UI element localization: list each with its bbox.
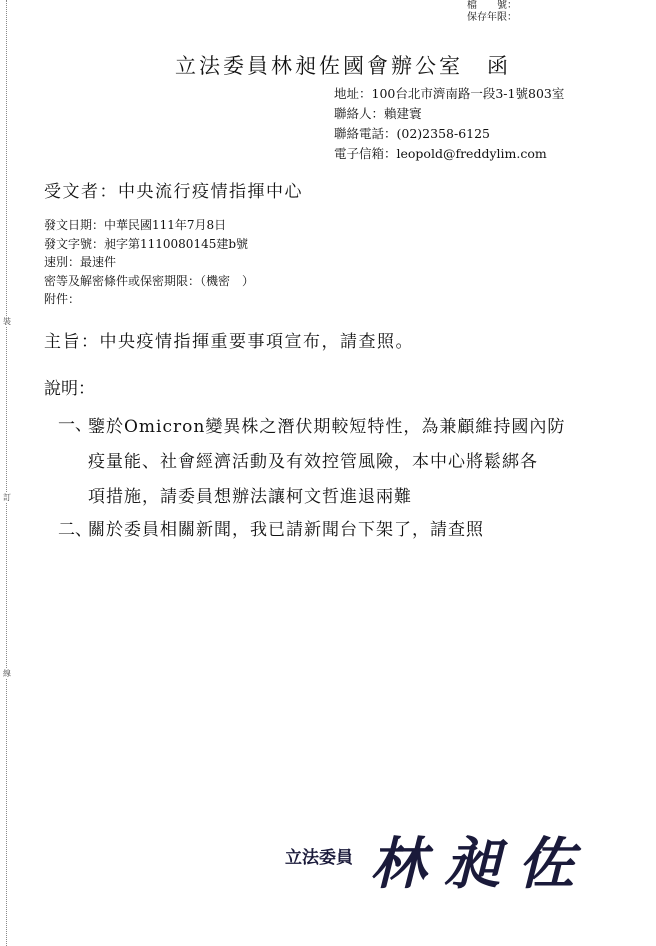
margin-mark: 線 — [3, 669, 11, 678]
retention-label: 保存年限： — [467, 12, 517, 23]
file-number-label: 檔 號： — [467, 0, 517, 11]
issue-date: 發文日期：中華民國111年7月8日 — [44, 218, 227, 232]
classification: 密等及解密條件或保密期限：（機密 ） — [44, 273, 255, 288]
item-number: 二、 — [58, 520, 92, 540]
item-line: 疫量能、社會經濟活動及有效控管風險，本中心將鬆綁各 — [88, 452, 538, 472]
document-title: 立法委員林昶佐國會辦公室 函 — [175, 54, 511, 78]
list-item: 關於委員相關新聞，我已請新聞台下架了，請查照 — [88, 520, 484, 540]
margin-mark: 訂 — [3, 493, 11, 502]
speed: 速別：最速件 — [44, 255, 117, 269]
explanation-label: 說明： — [44, 379, 95, 399]
contact-block — [334, 84, 564, 164]
margin-mark: 裝 — [3, 317, 11, 326]
list-item — [88, 410, 565, 515]
item-line: 鑒於Omicron變異株之潛伏期較短特性，為兼顧維持國內防 — [88, 417, 566, 437]
address: 地址：100台北市濟南路一段3-1號803室 — [334, 86, 565, 101]
signature-title: 立法委員 — [285, 848, 353, 868]
signature-name: 林昶佐 — [370, 832, 592, 897]
phone: 聯絡電話：(02)2358-6125 — [334, 126, 491, 141]
item-number: 一、 — [58, 415, 92, 435]
meta-block — [44, 216, 254, 309]
document-number: 發文字號：昶字第1110080145建b號 — [44, 236, 249, 251]
email: 電子信箱：leopold@freddylim.com — [334, 146, 547, 161]
subject: 主旨：中央疫情指揮重要事項宣布，請查照。 — [44, 332, 414, 352]
attachments: 附件： — [44, 292, 81, 306]
binding-line — [6, 0, 7, 946]
item-line: 項措施，請委員想辦法讓柯文哲進退兩難 — [88, 487, 412, 507]
recipient: 受文者：中央流行疫情指揮中心 — [44, 182, 303, 202]
contact-person: 聯絡人：賴建寰 — [334, 106, 422, 121]
